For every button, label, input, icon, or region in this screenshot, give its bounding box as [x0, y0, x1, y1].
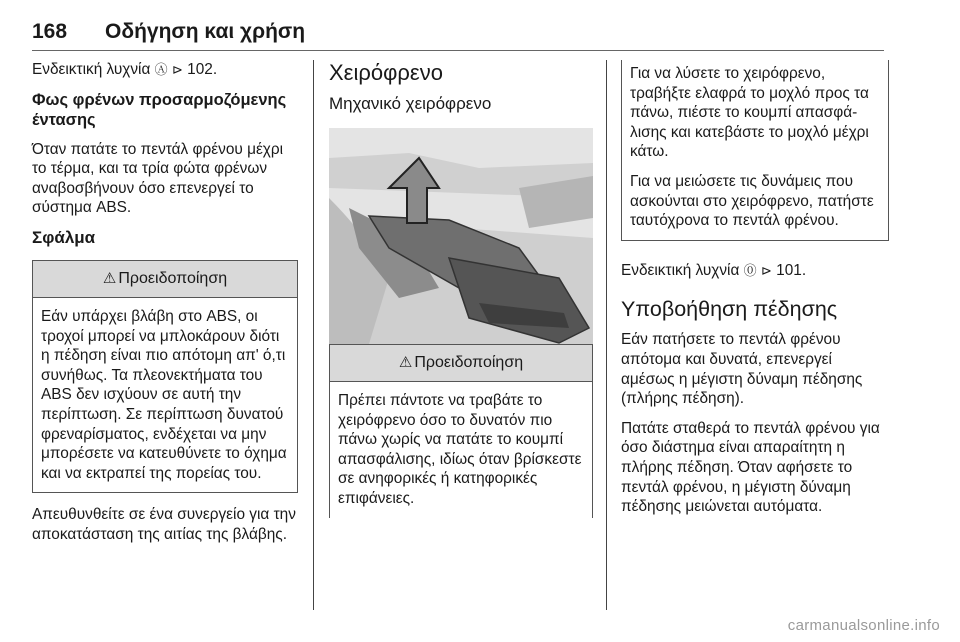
- warning-box-continued: [621, 60, 889, 241]
- warning-box-abs: [32, 260, 298, 493]
- page-reference: 102.: [182, 61, 218, 78]
- warning-text-forces: Για να μειώσετε τις δυνάμεις που ασκούνται στο χειρόφρενο, πατήστε ταυτόχρονα το πεντάλ φρένου.: [630, 172, 874, 230]
- column-3: [621, 60, 889, 527]
- warning-box-handbrake: [329, 344, 593, 518]
- header-rule: [32, 50, 884, 51]
- page-number: 168: [32, 20, 68, 43]
- warning-text-release: Για να λύσετε το χειρόφρενο, τραβήξτε ελαφρά το μοχλό προς τα πάνω, πιέστε το κουμπί απασφάλισης και κατεβάστε το μοχλό μέχρι κάτω.: [630, 65, 869, 161]
- column-divider: [606, 60, 607, 610]
- paragraph-brake-assist-1: Εάν πατήσετε το πεντάλ φρένου απότομα και δυνατά, επενεργεί αμέσως η μέγιστη δύναμη πέδησης (πλήρης πέδηση).: [621, 331, 863, 408]
- column-divider: [313, 60, 314, 610]
- warning-text: Πρέπει πάντοτε να τραβάτε το χειρόφρενο όσο το δυνατόν πιο πάνω χωρίς να πατάτε το κουμπί απασφάλισης, ιδίως όταν βρίσκεστε σε ανηφορικές ή κατηφορικές επιφάνειες.: [338, 392, 582, 507]
- heading-fault: Σφάλμα: [32, 227, 96, 247]
- reference-arrow-icon: ⊳: [171, 62, 183, 77]
- brake-warning-icon: ⓪: [743, 262, 757, 278]
- abs-warning-icon: Ⓐ: [154, 62, 168, 77]
- heading-adaptive-brake-lights: Φως φρένων προσαρμοζόμενης έντασης: [32, 90, 287, 129]
- watermark: carmanualsonline.info: [787, 617, 940, 634]
- subheading-mechanical-handbrake: Μηχανικό χειρόφρενο: [329, 94, 492, 113]
- warning-triangle-icon: ⚠: [398, 354, 413, 371]
- paragraph-workshop: Απευθυνθείτε σε ένα συνεργείο για την αποκατάσταση της αιτίας της βλάβης.: [32, 506, 296, 543]
- brake-indicator-line: Ενδεικτική λυχνία ⓪ ⊳ 101.: [621, 261, 807, 279]
- page-title: Οδήγηση και χρήση: [105, 20, 306, 43]
- warning-triangle-icon: ⚠: [102, 269, 117, 287]
- heading-handbrake: Χειρόφρενο: [329, 60, 443, 85]
- page-header: [32, 20, 305, 44]
- reference-arrow-icon: ⊳: [760, 262, 772, 278]
- paragraph-brake-lights: Όταν πατάτε το πεντάλ φρένου μέχρι το τέρμα, και τα τρία φώτα φρένων αναβοσβήνουν όσο επενεργεί το σύστημα ABS.: [32, 140, 284, 217]
- column-2: [329, 60, 593, 530]
- warning-header: ⚠ Προειδοποίηση: [33, 261, 297, 298]
- abs-indicator-line: Ενδεικτική λυχνία Ⓐ ⊳ 102.: [32, 61, 218, 78]
- column-1: [32, 60, 298, 555]
- page-reference: 101.: [771, 261, 807, 279]
- handbrake-lever-illustration: [329, 128, 593, 344]
- warning-text: Εάν υπάρχει βλάβη στο ABS, οι τροχοί μπορεί να μπλοκάρουν διότι η πέδηση είναι πιο απότομη απ' ό,τι συνήθως. Τα πλεονεκτήματα του ABS δεν ισχύουν σε αυτή την περίπτωση. Σε περίπτωση δυνατού φρεναρίσματος, ενδέχεται να μην μπορέσετε να κατευθύνετε το όχημα και να εκτραπεί της πορείας του.: [41, 307, 287, 482]
- paragraph-brake-assist-2: Πατάτε σταθερά το πεντάλ φρένου για όσο διάστημα είναι απαραίτητη η πλήρης πέδηση. Όταν αφήσετε το πεντάλ φρένου, η μέγιστη δύναμη πέδησης μειώνεται αυτόματα.: [621, 419, 880, 516]
- warning-header: ⚠ Προειδοποίηση: [330, 345, 592, 382]
- heading-brake-assist: Υποβοήθηση πέδησης: [621, 297, 838, 322]
- handbrake-drawing: [329, 128, 593, 344]
